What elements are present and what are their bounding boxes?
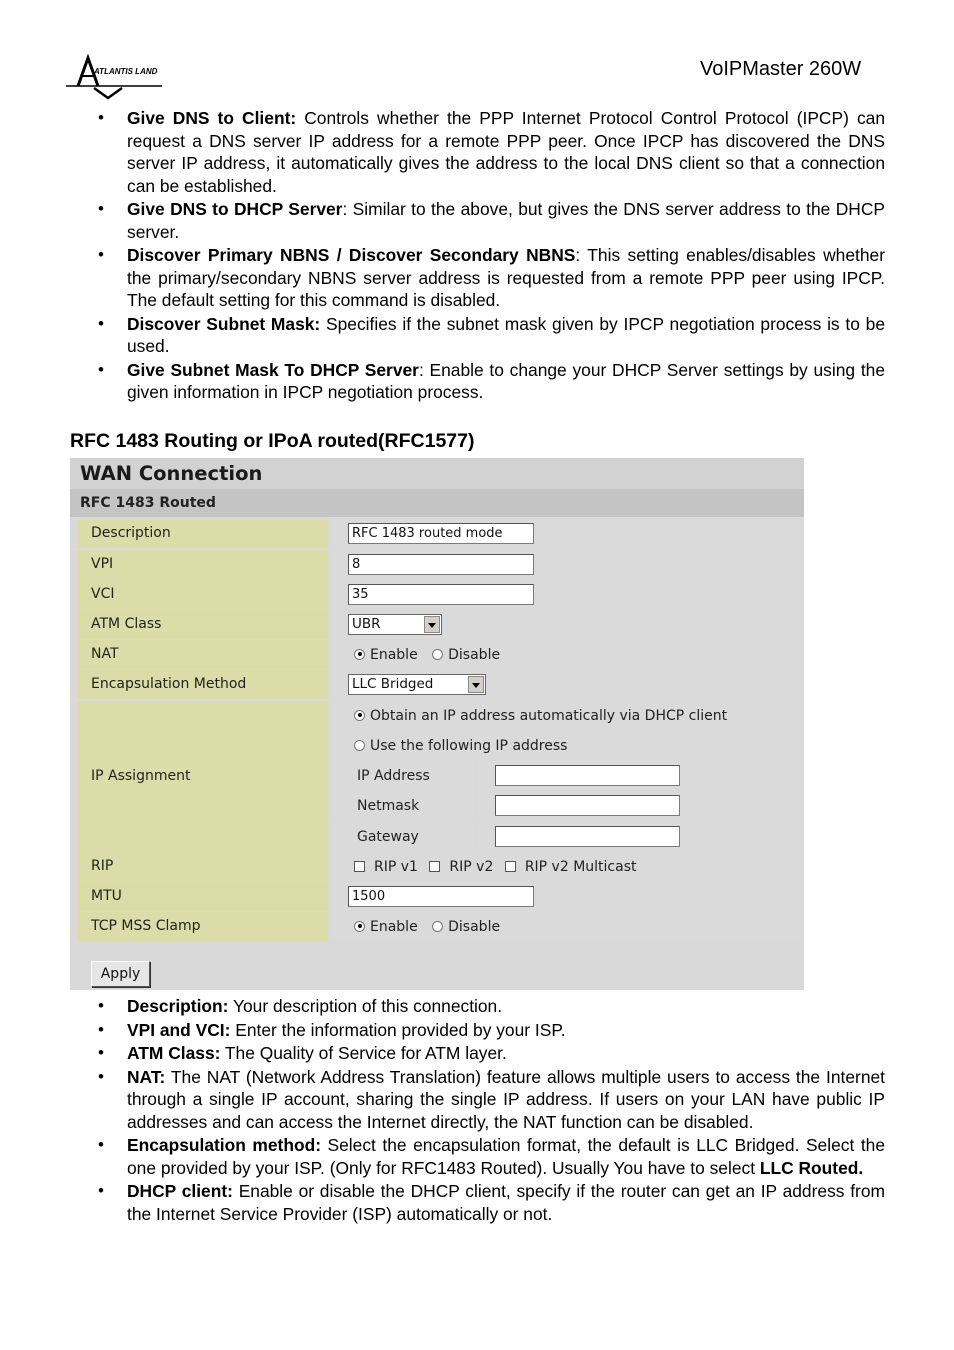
radio-icon[interactable]	[432, 921, 443, 932]
tcp-mss-label: TCP MSS Clamp	[77, 912, 328, 941]
tcp-enable-radio[interactable]: Enable	[354, 912, 418, 942]
rip-label: RIP	[77, 852, 328, 881]
ip-manual-radio[interactable]: Use the following IP address	[354, 731, 567, 761]
mtu-label: MTU	[77, 882, 328, 911]
vci-label: VCI	[77, 580, 328, 609]
list-item: • DHCP client: Enable or disable the DHCP client, specify if the router can get an IP address from the Internet Service Provider (ISP) automatically or not.	[98, 1180, 885, 1225]
description-label: Description	[77, 519, 328, 548]
netmask-label: Netmask	[330, 791, 475, 820]
ip-auto-radio[interactable]: Obtain an IP address automatically via DHCP client	[354, 701, 727, 731]
gateway-input[interactable]	[495, 826, 680, 847]
nat-enable-radio[interactable]: Enable	[354, 640, 418, 670]
list-item: • Description: Your description of this connection.	[98, 995, 885, 1018]
radio-icon[interactable]	[354, 740, 365, 751]
ip-address-label: IP Address	[330, 761, 475, 790]
list-item: • ATM Class: The Quality of Service for ATM layer.	[98, 1042, 885, 1065]
list-item: • Discover Subnet Mask: Specifies if the subnet mask given by IPCP negotiation process is to be used.	[98, 313, 885, 358]
list-item: • Encapsulation method: Select the encapsulation format, the default is LLC Bridged. Select the one provided by your ISP. (Only for RFC1483 Routed). Usually You have to select LLC Routed.	[98, 1134, 885, 1179]
chevron-down-icon[interactable]	[424, 616, 440, 633]
tcp-disable-radio[interactable]: Disable	[432, 912, 500, 942]
list-item: • Discover Primary NBNS / Discover Secondary NBNS: This setting enables/disables whether the primary/secondary NBNS server address is requested from a remote PPP peer using IPCP. The default setting for this command is disabled.	[98, 244, 885, 312]
bullet-list-top	[98, 107, 885, 405]
radio-icon[interactable]	[432, 649, 443, 660]
list-item: • Give DNS to Client: Controls whether the PPP Internet Protocol Control Protocol (IPCP) can request a DNS server IP address for a remote PPP peer. Once IPCP has discovered the DNS server IP address, it automatically gives the address to the local DNS client so that a connection can be established.	[98, 107, 885, 197]
checkbox-icon[interactable]	[429, 861, 440, 872]
atlantis-logo	[64, 54, 164, 100]
radio-icon[interactable]	[354, 710, 365, 721]
encapsulation-label: Encapsulation Method	[77, 670, 328, 699]
radio-icon[interactable]	[354, 649, 365, 660]
vci-input[interactable]	[348, 584, 534, 605]
list-item: • VPI and VCI: Enter the information provided by your ISP.	[98, 1019, 885, 1042]
rip-v2-multicast-checkbox[interactable]: RIP v2 Multicast	[505, 852, 637, 882]
atm-class-select[interactable]: UBR	[348, 614, 442, 635]
panel-title: WAN Connection	[70, 458, 804, 489]
section-title: RFC 1483 Routing or IPoA routed(RFC1577)	[70, 430, 475, 452]
ip-address-input[interactable]	[495, 765, 680, 786]
list-item: • Give Subnet Mask To DHCP Server: Enable to change your DHCP Server settings by using the given information in IPCP negotiation process.	[98, 359, 885, 404]
vpi-label: VPI	[77, 550, 328, 579]
checkbox-icon[interactable]	[354, 861, 365, 872]
atm-class-label: ATM Class	[77, 610, 328, 639]
netmask-input[interactable]	[495, 795, 680, 816]
description-input[interactable]	[348, 523, 534, 544]
apply-button[interactable]: Apply	[91, 961, 150, 987]
panel-subtitle: RFC 1483 Routed	[70, 489, 804, 517]
nat-label: NAT	[77, 640, 328, 669]
radio-icon[interactable]	[354, 921, 365, 932]
nat-disable-radio[interactable]: Disable	[432, 640, 500, 670]
mtu-input[interactable]	[348, 886, 534, 907]
rip-v1-checkbox[interactable]: RIP v1	[354, 852, 418, 882]
gateway-label: Gateway	[330, 822, 475, 851]
product-name: VoIPMaster 260W	[700, 58, 862, 80]
wan-connection-panel	[70, 458, 804, 990]
ip-assignment-label: IP Assignment	[77, 701, 328, 851]
list-item: • Give DNS to DHCP Server: Similar to the above, but gives the DNS server address to the DHCP server.	[98, 198, 885, 243]
list-item: • NAT: The NAT (Network Address Translation) feature allows multiple users to access the Internet through a single IP account, sharing the single IP address. If users on your LAN have public IP addresses and can access the Internet directly, the NAT function can be disabled.	[98, 1066, 885, 1134]
rip-v2-checkbox[interactable]: RIP v2	[429, 852, 493, 882]
bullet-list-bottom	[98, 995, 885, 1226]
encapsulation-select[interactable]: LLC Bridged	[348, 674, 486, 695]
checkbox-icon[interactable]	[505, 861, 516, 872]
logo-text: ATLANTIS LAND	[94, 67, 158, 76]
chevron-down-icon[interactable]	[468, 676, 484, 693]
vpi-input[interactable]	[348, 554, 534, 575]
